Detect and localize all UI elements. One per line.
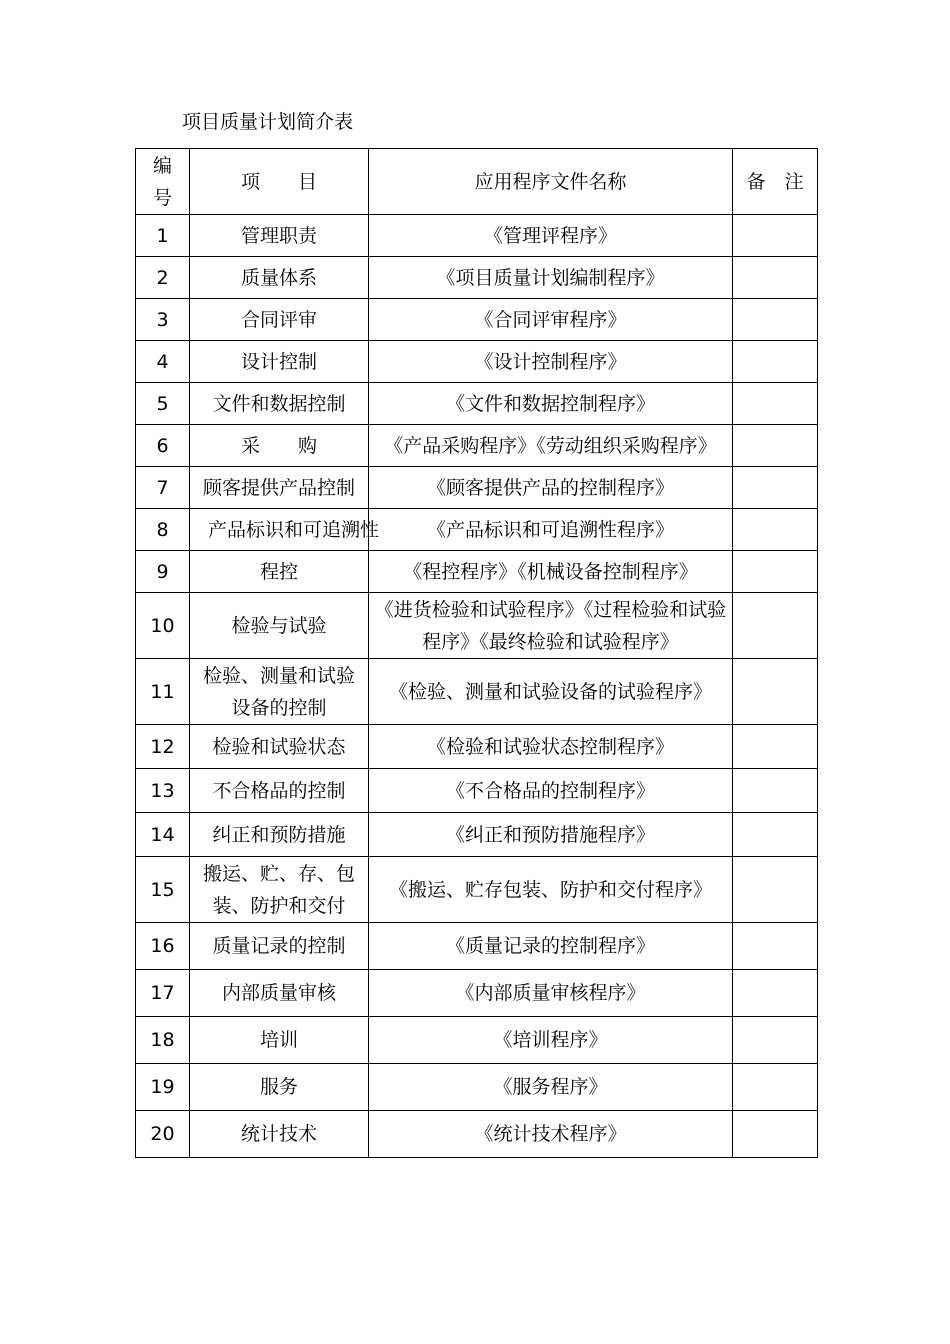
- row-file: 《顾客提供产品的控制程序》: [369, 467, 733, 509]
- row-note: [733, 659, 818, 725]
- row-number: 15: [136, 857, 190, 923]
- row-item: 内部质量审核: [190, 970, 369, 1017]
- row-file: 《质量记录的控制程序》: [369, 923, 733, 970]
- row-file: 《管理评程序》: [369, 215, 733, 257]
- row-number: 14: [136, 813, 190, 857]
- row-note: [733, 970, 818, 1017]
- row-note: [733, 923, 818, 970]
- row-number: 11: [136, 659, 190, 725]
- row-number: 17: [136, 970, 190, 1017]
- row-number: 5: [136, 383, 190, 425]
- row-number: 7: [136, 467, 190, 509]
- row-item: 纠正和预防措施: [190, 813, 369, 857]
- row-item: [190, 509, 380, 551]
- row-note: [733, 257, 818, 299]
- header-number: [136, 149, 190, 215]
- row-file: 《培训程序》: [369, 1017, 733, 1064]
- row-item: 服务: [190, 1064, 369, 1111]
- row-file: 《项目质量计划编制程序》: [369, 257, 733, 299]
- row-item: 采 购: [190, 425, 369, 467]
- row-note: [733, 467, 818, 509]
- row-item-line-1: 检验、测量和试验: [202, 664, 355, 687]
- table-row: [136, 857, 818, 923]
- header-note: 备 注: [733, 149, 818, 215]
- row-file: [369, 593, 733, 659]
- row-number: 1: [136, 215, 190, 257]
- row-file: 《检验和试验状态控制程序》: [369, 725, 733, 769]
- row-item-line-2: 装、防护和交付: [212, 894, 346, 917]
- row-number: 18: [136, 1017, 190, 1064]
- table-row: [136, 970, 818, 1017]
- row-note: [733, 1111, 818, 1158]
- table-row: [136, 257, 818, 299]
- row-item: [190, 857, 369, 923]
- row-number: 20: [136, 1111, 190, 1158]
- table-row: [136, 341, 818, 383]
- table-row: [136, 1017, 818, 1064]
- row-item-line-2: 设备的控制: [231, 696, 327, 719]
- row-file-line-1: 《进货检验和试验程序》《过程检验和试验: [374, 598, 727, 621]
- row-file: 《产品采购程序》《劳动组织采购程序》: [369, 425, 733, 467]
- row-number: 16: [136, 923, 190, 970]
- row-number: 9: [136, 551, 190, 593]
- row-note: [733, 725, 818, 769]
- row-file: 《文件和数据控制程序》: [369, 383, 733, 425]
- row-number: 2: [136, 257, 190, 299]
- row-file: 《合同评审程序》: [369, 299, 733, 341]
- table-row: [136, 551, 818, 593]
- row-file: 《纠正和预防措施程序》: [369, 813, 733, 857]
- table-row: [136, 383, 818, 425]
- table-header-row: [136, 149, 818, 215]
- quality-plan-table: [135, 148, 818, 1158]
- row-item: [190, 659, 369, 725]
- row-item: 统计技术: [190, 1111, 369, 1158]
- row-item: 合同评审: [190, 299, 369, 341]
- table-row: [136, 1111, 818, 1158]
- header-number-line-1: 编: [152, 154, 172, 177]
- row-number: 12: [136, 725, 190, 769]
- row-note: [733, 1017, 818, 1064]
- header-item: 项 目: [190, 149, 369, 215]
- row-item: 顾客提供产品控制: [190, 467, 369, 509]
- row-note: [733, 1064, 818, 1111]
- row-note: [733, 813, 818, 857]
- row-number: 8: [136, 509, 190, 551]
- document-title: 项目质量计划简介表: [182, 111, 354, 133]
- row-note: [733, 509, 818, 551]
- row-note: [733, 551, 818, 593]
- row-number: 4: [136, 341, 190, 383]
- row-item: 质量记录的控制: [190, 923, 369, 970]
- table-row: [136, 813, 818, 857]
- table-row: [136, 299, 818, 341]
- table-row: [136, 725, 818, 769]
- row-item: 培训: [190, 1017, 369, 1064]
- table-row: [136, 769, 818, 813]
- table-row: [136, 1064, 818, 1111]
- row-file: 《设计控制程序》: [369, 341, 733, 383]
- row-file: 《产品标识和可追溯性程序》: [369, 509, 733, 551]
- row-file-line-2: 程序》《最终检验和试验程序》: [422, 630, 679, 653]
- row-item: 检验与试验: [190, 593, 369, 659]
- row-file: 《不合格品的控制程序》: [369, 769, 733, 813]
- row-item-text: 产品标识和可追溯性: [208, 518, 380, 541]
- row-file: 《检验、测量和试验设备的试验程序》: [369, 659, 733, 725]
- row-note: [733, 215, 818, 257]
- row-number: 13: [136, 769, 190, 813]
- row-item: 程控: [190, 551, 369, 593]
- row-note: [733, 857, 818, 923]
- table-row: [136, 467, 818, 509]
- table-row: [136, 509, 818, 551]
- row-file: 《搬运、贮存包装、防护和交付程序》: [369, 857, 733, 923]
- header-file: 应用程序文件名称: [369, 149, 733, 215]
- table-row: [136, 215, 818, 257]
- row-file: 《内部质量审核程序》: [369, 970, 733, 1017]
- table-row: [136, 923, 818, 970]
- row-number: 6: [136, 425, 190, 467]
- row-number: 10: [136, 593, 190, 659]
- row-note: [733, 383, 818, 425]
- header-number-line-2: 号: [152, 186, 172, 209]
- row-note: [733, 299, 818, 341]
- row-item: 管理职责: [190, 215, 369, 257]
- row-item: 检验和试验状态: [190, 725, 369, 769]
- table-row: [136, 593, 818, 659]
- row-item-line-1: 搬运、贮、存、包: [202, 862, 355, 885]
- row-note: [733, 593, 818, 659]
- row-note: [733, 769, 818, 813]
- row-file: 《服务程序》: [369, 1064, 733, 1111]
- row-item: 文件和数据控制: [190, 383, 369, 425]
- row-file: 《程控程序》《机械设备控制程序》: [369, 551, 733, 593]
- row-note: [733, 425, 818, 467]
- row-number: 3: [136, 299, 190, 341]
- table-row: [136, 659, 818, 725]
- row-item: 设计控制: [190, 341, 369, 383]
- row-item: 质量体系: [190, 257, 369, 299]
- row-number: 19: [136, 1064, 190, 1111]
- table-row: [136, 425, 818, 467]
- row-item: 不合格品的控制: [190, 769, 369, 813]
- row-note: [733, 341, 818, 383]
- row-file: 《统计技术程序》: [369, 1111, 733, 1158]
